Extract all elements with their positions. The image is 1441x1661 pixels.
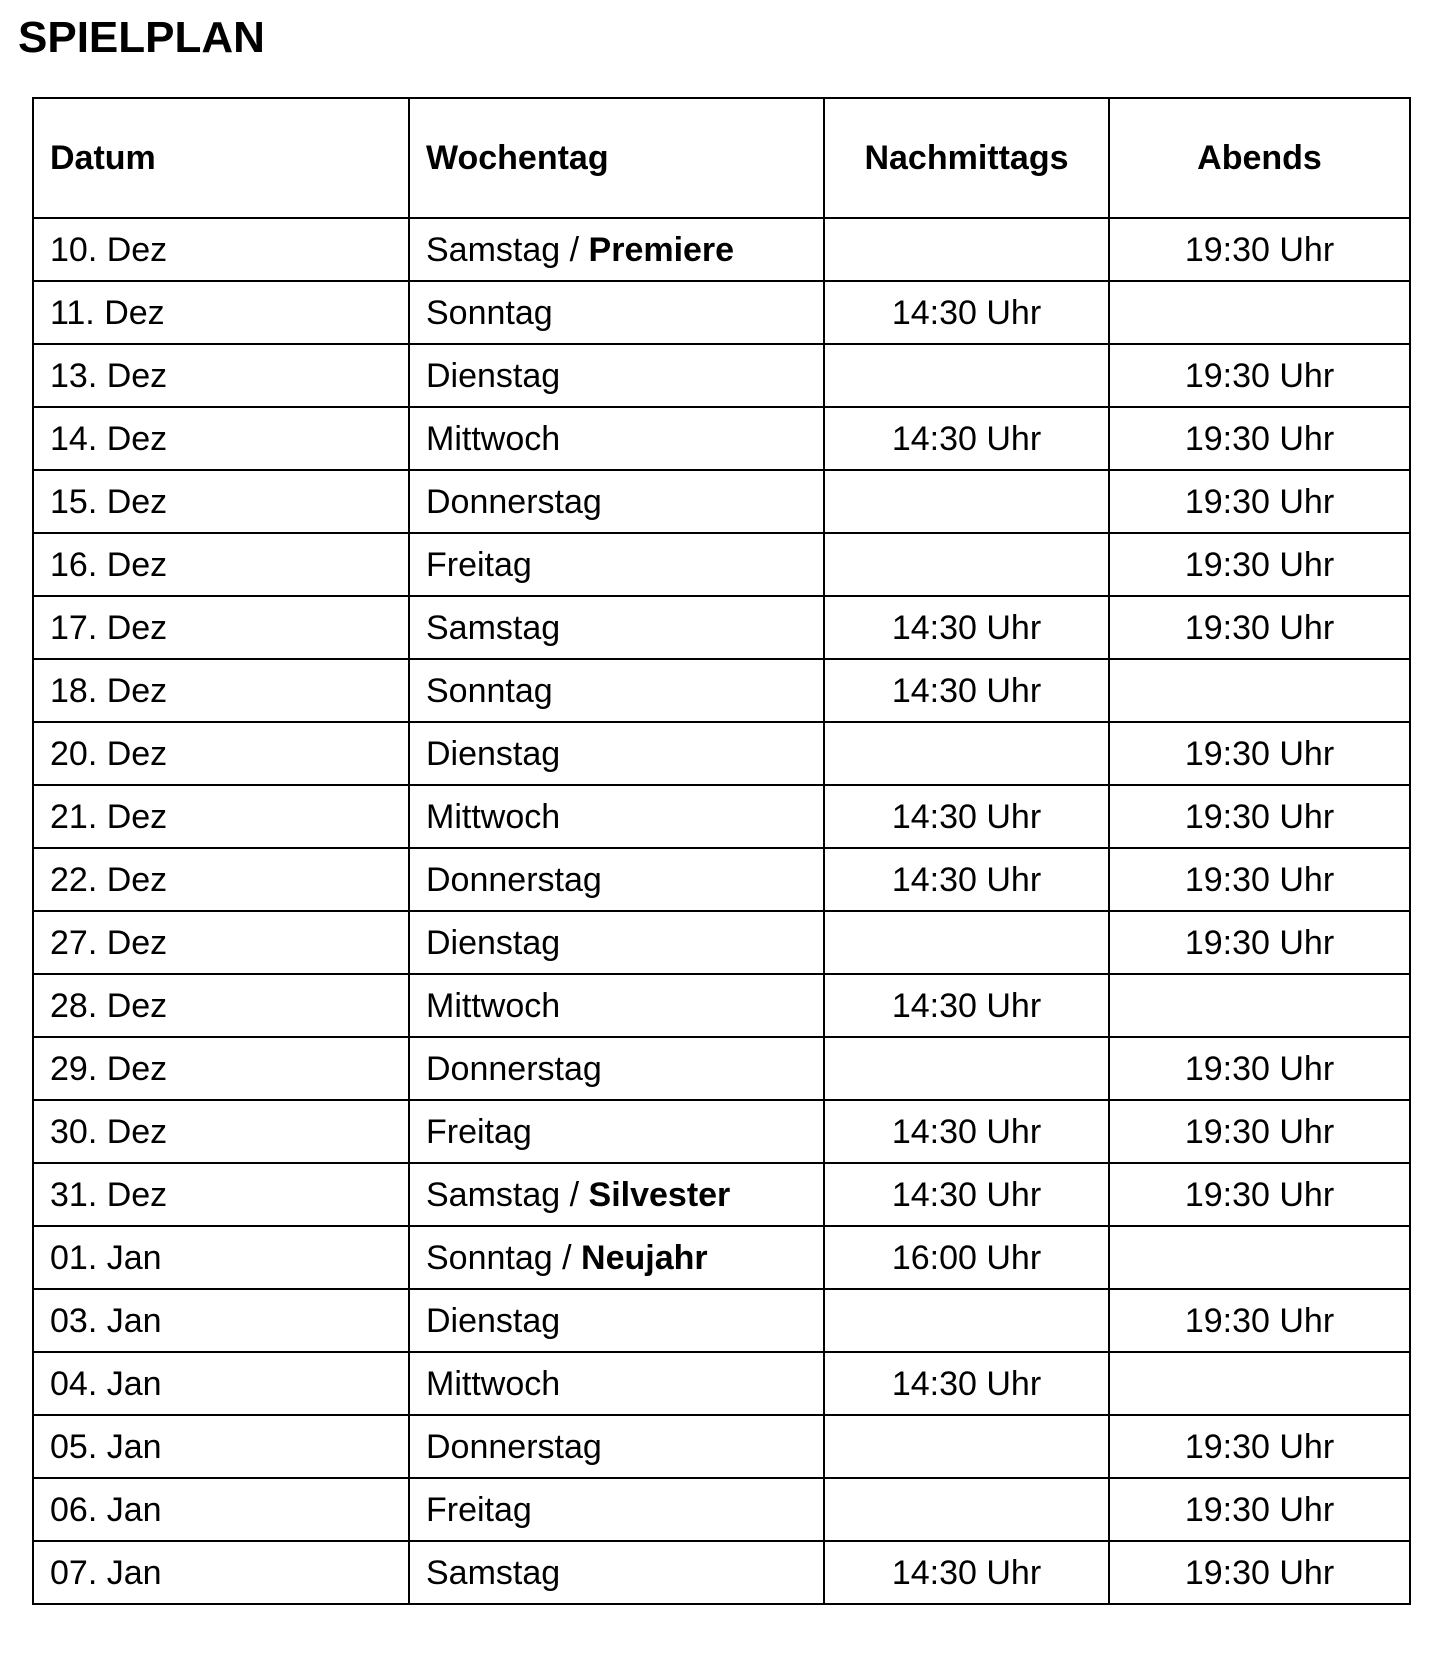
evening-time-cell: 19:30 Uhr: [1109, 1163, 1410, 1226]
afternoon-time-cell: 14:30 Uhr: [824, 281, 1109, 344]
date-cell: 29. Dez: [33, 1037, 409, 1100]
date-cell: 10. Dez: [33, 218, 409, 281]
table-row: [33, 596, 1410, 659]
table-row: [33, 911, 1410, 974]
afternoon-time-cell: 14:30 Uhr: [824, 785, 1109, 848]
table-row: [33, 659, 1410, 722]
evening-time-cell: 19:30 Uhr: [1109, 533, 1410, 596]
afternoon-time-cell: [824, 218, 1109, 281]
afternoon-time-cell: 16:00 Uhr: [824, 1226, 1109, 1289]
afternoon-time-cell: 14:30 Uhr: [824, 659, 1109, 722]
date-cell: 16. Dez: [33, 533, 409, 596]
afternoon-time-cell: 14:30 Uhr: [824, 1100, 1109, 1163]
date-cell: 05. Jan: [33, 1415, 409, 1478]
weekday-cell: [409, 1037, 824, 1100]
table-row: [33, 1289, 1410, 1352]
weekday-cell: [409, 1289, 824, 1352]
weekday-label: Donnerstag: [426, 1427, 602, 1466]
weekday-cell: [409, 218, 824, 281]
date-cell: 11. Dez: [33, 281, 409, 344]
note-separator: /: [560, 1175, 589, 1214]
date-cell: 18. Dez: [33, 659, 409, 722]
afternoon-time-cell: [824, 533, 1109, 596]
weekday-label: Samstag: [426, 608, 561, 647]
afternoon-time-cell: 14:30 Uhr: [824, 848, 1109, 911]
date-cell: 07. Jan: [33, 1541, 409, 1604]
table-row: [33, 974, 1410, 1037]
note-separator: /: [552, 1238, 582, 1277]
date-cell: 13. Dez: [33, 344, 409, 407]
evening-time-cell: 19:30 Uhr: [1109, 470, 1410, 533]
date-cell: 21. Dez: [33, 785, 409, 848]
date-cell: 03. Jan: [33, 1289, 409, 1352]
weekday-label: Mittwoch: [426, 1364, 561, 1403]
table-row: [33, 848, 1410, 911]
weekday-cell: [409, 1541, 824, 1604]
date-cell: 27. Dez: [33, 911, 409, 974]
evening-time-cell: 19:30 Uhr: [1109, 722, 1410, 785]
weekday-label: Freitag: [426, 1490, 532, 1529]
weekday-cell: [409, 1415, 824, 1478]
weekday-label: Freitag: [426, 1112, 532, 1151]
table-row: [33, 1100, 1410, 1163]
date-cell: 01. Jan: [33, 1226, 409, 1289]
note-separator: /: [560, 230, 589, 269]
table-row: [33, 1541, 1410, 1604]
evening-time-cell: 19:30 Uhr: [1109, 1478, 1410, 1541]
weekday-label: Freitag: [426, 545, 532, 584]
afternoon-time-cell: 14:30 Uhr: [824, 1163, 1109, 1226]
table-row: [33, 1478, 1410, 1541]
column-header-date: Datum: [33, 98, 409, 218]
evening-time-cell: [1109, 281, 1410, 344]
table-row: [33, 344, 1410, 407]
date-cell: 17. Dez: [33, 596, 409, 659]
date-cell: 30. Dez: [33, 1100, 409, 1163]
evening-time-cell: 19:30 Uhr: [1109, 1289, 1410, 1352]
evening-time-cell: 19:30 Uhr: [1109, 407, 1410, 470]
date-cell: 31. Dez: [33, 1163, 409, 1226]
date-cell: 14. Dez: [33, 407, 409, 470]
weekday-cell: [409, 1478, 824, 1541]
afternoon-time-cell: 14:30 Uhr: [824, 596, 1109, 659]
weekday-label: Mittwoch: [426, 986, 561, 1025]
weekday-label: Samstag: [426, 1175, 561, 1214]
afternoon-time-cell: [824, 1478, 1109, 1541]
weekday-cell: [409, 1352, 824, 1415]
table-row: [33, 281, 1410, 344]
weekday-cell: [409, 785, 824, 848]
evening-time-cell: 19:30 Uhr: [1109, 1541, 1410, 1604]
afternoon-time-cell: [824, 1289, 1109, 1352]
evening-time-cell: 19:30 Uhr: [1109, 344, 1410, 407]
weekday-label: Sonntag: [426, 293, 553, 332]
table-row: [33, 1226, 1410, 1289]
date-cell: 22. Dez: [33, 848, 409, 911]
weekday-label: Samstag: [426, 230, 561, 269]
date-cell: 20. Dez: [33, 722, 409, 785]
afternoon-time-cell: 14:30 Uhr: [824, 1352, 1109, 1415]
weekday-label: Dienstag: [426, 923, 561, 962]
table-row: [33, 722, 1410, 785]
afternoon-time-cell: [824, 911, 1109, 974]
page-title: SPIELPLAN: [18, 13, 265, 62]
evening-time-cell: 19:30 Uhr: [1109, 1037, 1410, 1100]
table-row: [33, 785, 1410, 848]
evening-time-cell: 19:30 Uhr: [1109, 911, 1410, 974]
schedule-body: [33, 218, 1410, 1604]
evening-time-cell: 19:30 Uhr: [1109, 1415, 1410, 1478]
weekday-label: Sonntag: [426, 671, 553, 710]
weekday-label: Dienstag: [426, 1301, 561, 1340]
event-note: Neujahr: [581, 1238, 708, 1277]
evening-time-cell: 19:30 Uhr: [1109, 596, 1410, 659]
weekday-cell: [409, 911, 824, 974]
afternoon-time-cell: 14:30 Uhr: [824, 1541, 1109, 1604]
date-cell: 04. Jan: [33, 1352, 409, 1415]
weekday-label: Sonntag: [426, 1238, 553, 1277]
weekday-cell: [409, 407, 824, 470]
table-row: [33, 1415, 1410, 1478]
weekday-cell: [409, 533, 824, 596]
table-row: [33, 218, 1410, 281]
weekday-label: Samstag: [426, 1553, 561, 1592]
weekday-cell: [409, 722, 824, 785]
weekday-cell: [409, 344, 824, 407]
afternoon-time-cell: 14:30 Uhr: [824, 974, 1109, 1037]
weekday-label: Donnerstag: [426, 482, 602, 521]
weekday-label: Dienstag: [426, 734, 561, 773]
evening-time-cell: 19:30 Uhr: [1109, 1100, 1410, 1163]
weekday-cell: [409, 1100, 824, 1163]
weekday-label: Mittwoch: [426, 419, 561, 458]
date-cell: 28. Dez: [33, 974, 409, 1037]
weekday-cell: [409, 470, 824, 533]
weekday-label: Donnerstag: [426, 1049, 602, 1088]
evening-time-cell: [1109, 1352, 1410, 1415]
evening-time-cell: [1109, 1226, 1410, 1289]
weekday-cell: [409, 659, 824, 722]
table-row: [33, 533, 1410, 596]
weekday-cell: [409, 974, 824, 1037]
weekday-cell: [409, 1226, 824, 1289]
weekday-label: Dienstag: [426, 356, 561, 395]
afternoon-time-cell: [824, 1037, 1109, 1100]
column-header-afternoon: Nachmittags: [824, 98, 1109, 218]
evening-time-cell: 19:30 Uhr: [1109, 848, 1410, 911]
event-note: Silvester: [588, 1175, 731, 1214]
date-cell: 15. Dez: [33, 470, 409, 533]
table-row: [33, 1037, 1410, 1100]
date-cell: 06. Jan: [33, 1478, 409, 1541]
weekday-cell: [409, 596, 824, 659]
afternoon-time-cell: [824, 470, 1109, 533]
weekday-cell: [409, 281, 824, 344]
afternoon-time-cell: 14:30 Uhr: [824, 407, 1109, 470]
weekday-label: Donnerstag: [426, 860, 602, 899]
evening-time-cell: [1109, 974, 1410, 1037]
afternoon-time-cell: [824, 344, 1109, 407]
schedule-table: [32, 97, 1411, 1605]
evening-time-cell: 19:30 Uhr: [1109, 218, 1410, 281]
weekday-cell: [409, 1163, 824, 1226]
table-row: [33, 470, 1410, 533]
table-header-row: [33, 98, 1410, 218]
column-header-weekday: Wochentag: [409, 98, 824, 218]
column-header-evening: Abends: [1109, 98, 1410, 218]
evening-time-cell: 19:30 Uhr: [1109, 785, 1410, 848]
table-row: [33, 1163, 1410, 1226]
evening-time-cell: [1109, 659, 1410, 722]
table-row: [33, 1352, 1410, 1415]
weekday-cell: [409, 848, 824, 911]
table-row: [33, 407, 1410, 470]
afternoon-time-cell: [824, 722, 1109, 785]
afternoon-time-cell: [824, 1415, 1109, 1478]
weekday-label: Mittwoch: [426, 797, 561, 836]
event-note: Premiere: [588, 230, 735, 269]
